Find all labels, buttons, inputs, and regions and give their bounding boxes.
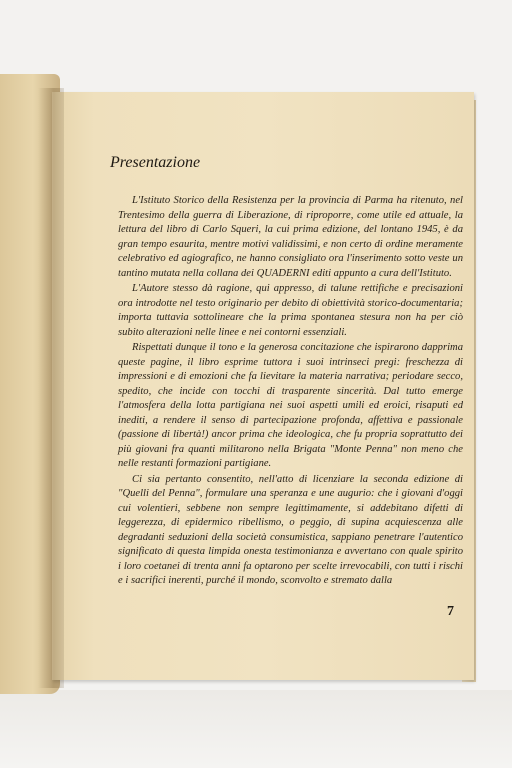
paragraph: Ci sia pertanto consentito, nell'atto di licenziare la seconda edizione di "Quelli del Penna", formulare una speranza e une augurio: che i giovani d'oggi cui volentieri, sebbene non sempre legittimamente, si addebitano difetti di leggerezza, di epidermico ribellismo, o peggio, di supina acquiescenza alle degradanti seduzioni della società consumistica, sappiano penetrare l'autentico significato di questa limpida onesta testimonianza e avvertano con quale spirito i loro coetanei di trenta anni fa optarono per scelte irrevocabili, con tutti i rischi e i sacrifici inerenti, purché il mondo, sconvolto e stremato dalla	[118, 473, 463, 586]
table-surface	[0, 690, 512, 768]
page-number: 7	[447, 604, 454, 619]
paragraph: L'Autore stesso dà ragione, qui appresso, di talune rettifiche e precisazioni ora introdotte nel testo originario per debito di obiettività storico-documentaria; importa tuttavia sottolineare che la prima spontanea stesura non ha per ciò subito alterazioni nelle linee e nei contorni essenziali.	[118, 283, 463, 338]
paragraph: L'Istituto Storico della Resistenza per la provincia di Parma ha ritenuto, nel Trentesimo della guerra di Liberazione, di riproporre, come utile ed attuale, la lettura del libro di Carlo Squeri, la cui prima edizione, del lontano 1945, è da gran tempo esaurita, mentre motivi validissimi, e non certo di ordine meramente celebrativo ed agiografico, ne hanno consigliato ora l'inserimento sotto veste un tantino mutata nella collana dei QUADERNI editi appunto a cura dell'Istituto.	[118, 195, 463, 279]
body-text	[118, 194, 463, 590]
page-title: Presentazione	[110, 154, 201, 171]
book-spine-shadow	[38, 88, 64, 688]
paragraph: Rispettati dunque il tono e la generosa concitazione che ispirarono dapprima queste pagine, il libro esprime tuttora i suoi intrinseci pregi: freschezza di impressioni e di emozioni che fa lievitare la materia narrativa; periodare secco, spedito, che incide con tocchi di trasparente sincerità. Dal tutto emerge l'atmosfera della lotta partigiana nei suoi aspetti umili ed eroici, risaputi ed inediti, a rendere il senso di partecipazione profonda, affettiva e passionale (passione di libertà!) ancor prima che ideologica, che fu propria soprattutto dei più giovani fra quanti militarono nella Brigata "Monte Penna" non meno che nelle restanti formazioni partigiane.	[118, 342, 463, 469]
